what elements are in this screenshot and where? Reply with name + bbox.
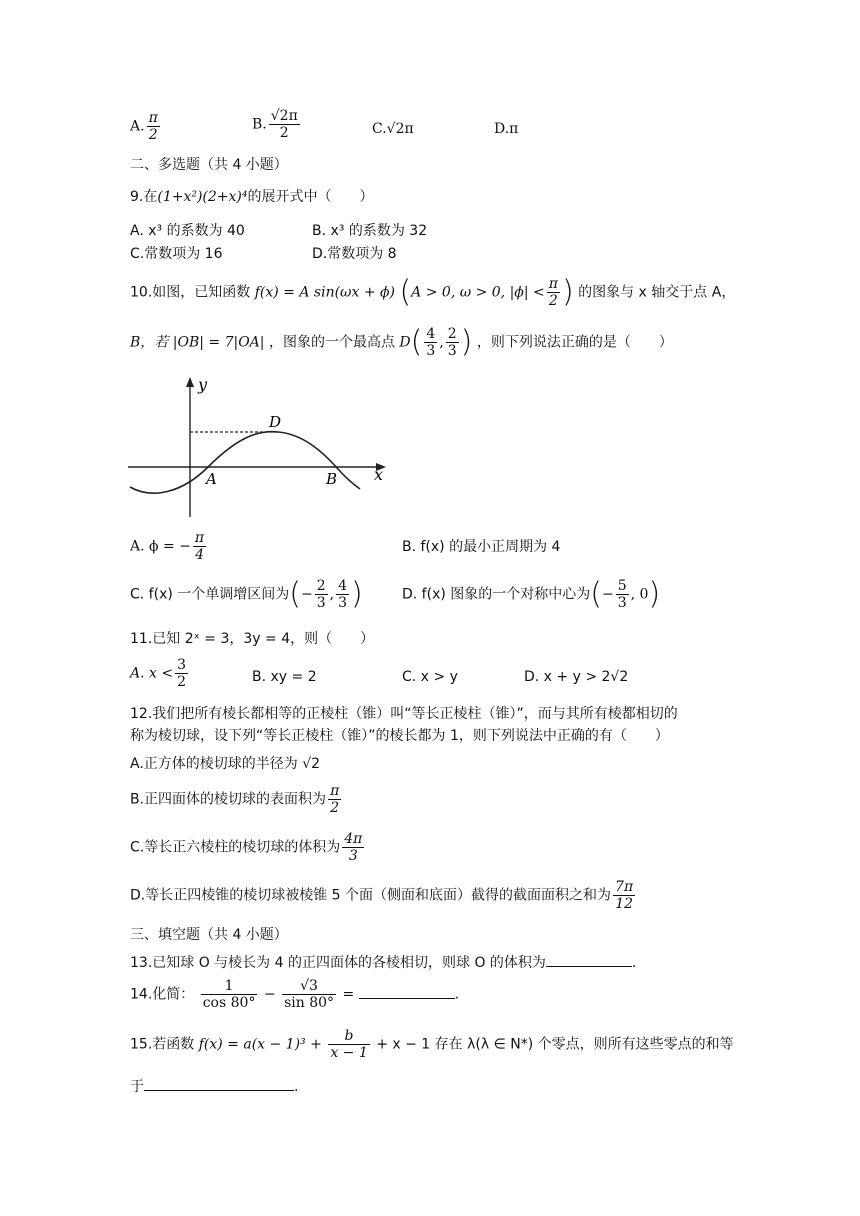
q11-option-b: B. xy = 2 (252, 669, 317, 685)
q10-sine-graph (128, 372, 398, 522)
q11-option-a: A. x < $\frac{3}{2}$ (130, 657, 187, 691)
q9-option-c: C.常数项为 16 (130, 246, 223, 262)
q8-a-num: π (148, 110, 158, 126)
graph-label-x: x (374, 465, 384, 484)
q10-conditions: A > 0, ω > 0, |ϕ| < (411, 284, 545, 301)
q10-function: f(x) = A sin(ωx + ϕ) (254, 284, 395, 301)
q11-option-d: D. x + y > 2√2 (524, 669, 629, 685)
q10-option-b: B. f(x) 的最小正周期为 4 (402, 539, 561, 555)
graph-label-d: D (269, 413, 282, 431)
q15-answer-blank[interactable] (144, 1076, 294, 1091)
q9-option-d: D.常数项为 8 (312, 246, 397, 262)
q8-c-val: √2π (386, 121, 414, 137)
q8-a-den: 2 (147, 126, 160, 143)
q10-option-c: C. f(x) 一个单调增区间为(− $\frac{2}{3}$ , $\frac{4}{3}$ ) (130, 576, 363, 612)
q13-stem: 13.已知球 O 与棱长为 4 的正四面体的各棱相切，则球 O 的体积为 . (130, 952, 636, 970)
q10-stem-line1: 10.如图，已知函数 f(x) = A sin(ωx + ϕ) (A > 0, ω > 0, |ϕ| < $\frac{\pi}{2}$ ) 的图象与 x 轴交于点 A， (130, 274, 736, 310)
q9-expression: (1+x²)(2+x)⁴ (157, 189, 248, 205)
q12-stem-line2: 称为棱切球，设下列“等长正棱柱（锥）”的棱长都为 1，则下列说法中正确的有（ ） (130, 728, 669, 744)
q14-answer-blank[interactable] (359, 984, 455, 999)
q12-option-a: A.正方体的棱切球的半径为 √2 (130, 756, 321, 772)
q8-option-d: D.π (494, 121, 519, 137)
graph-label-b: B (326, 470, 338, 488)
q8-b-num: √2π (270, 108, 298, 124)
q9-option-a: A. x³ 的系数为 40 (130, 223, 245, 239)
q15-function: f(x) = a(x − 1)³ + (198, 1036, 322, 1053)
q8-b-den: 2 (269, 124, 300, 141)
q10-relation: |OB| = 7|OA| (172, 334, 265, 351)
q10-option-d: D. f(x) 图象的一个对称中心为(− $\frac{5}{3}$ , 0) (402, 576, 661, 612)
q12-option-b: B.正四面体的棱切球的表面积为 $\frac{\pi}{2}$ (130, 783, 340, 817)
q11-stem: 11.已知 2ˣ = 3，3y = 4，则（ ） (130, 631, 375, 647)
section-heading-multi-choice: 二、多选题（共 4 小题） (130, 157, 288, 173)
q8-option-c: C.√2π (372, 121, 414, 137)
q10-stem-line2: B，若 |OB| = 7|OA| ，图象的一个最高点 D( $\frac{4}{3}$ , $\frac{2}{3}$ ) ，则下列说法正确的是（ ） (130, 324, 673, 360)
q13-answer-blank[interactable] (546, 952, 632, 967)
q14-stem: 14.化简： $\frac{1}{\cos 80^\circ}$ − $\frac{√3}{\sin 80^\circ}$ = . (130, 978, 460, 1012)
q12-stem-line1: 12.我们把所有棱长都相等的正棱柱（锥）叫“等长正棱柱（锥）”，而与其所有棱都相切的 (130, 706, 678, 722)
q15-stem-line2: 于 . (130, 1076, 298, 1094)
q12-option-d: D.等长正四棱锥的棱切球被棱锥 5 个面（侧面和底面）截得的截面面积之和为 $\frac{7\pi}{12}$ (130, 879, 634, 913)
q9-option-b: B. x³ 的系数为 32 (312, 223, 428, 239)
q11-option-c: C. x > y (402, 669, 458, 685)
graph-label-a: A (206, 470, 217, 488)
q10-option-a: A. ϕ = − $\frac{\pi}{4}$ (130, 530, 205, 564)
q9-stem: 9.在(1+x²)(2+x)⁴的展开式中（ ） (130, 189, 374, 205)
graph-label-y: y (198, 375, 208, 394)
q8-option-b: B. $\frac{√2\pi}{2}$ (252, 108, 298, 142)
q15-stem-line1: 15.若函数 f(x) = a(x − 1)³ + $\frac{b}{x - 1}$ + x − 1 存在 λ(λ ∈ N*) 个零点，则所有这些零点的和等 (130, 1028, 734, 1062)
q12-option-c: C.等长正六棱柱的棱切球的体积为 $\frac{4\pi}{3}$ (130, 831, 363, 865)
section-heading-fill-blank: 三、填空题（共 4 小题） (130, 927, 288, 943)
q8-option-a: A. $\frac{\pi}{2}$ (130, 110, 158, 144)
